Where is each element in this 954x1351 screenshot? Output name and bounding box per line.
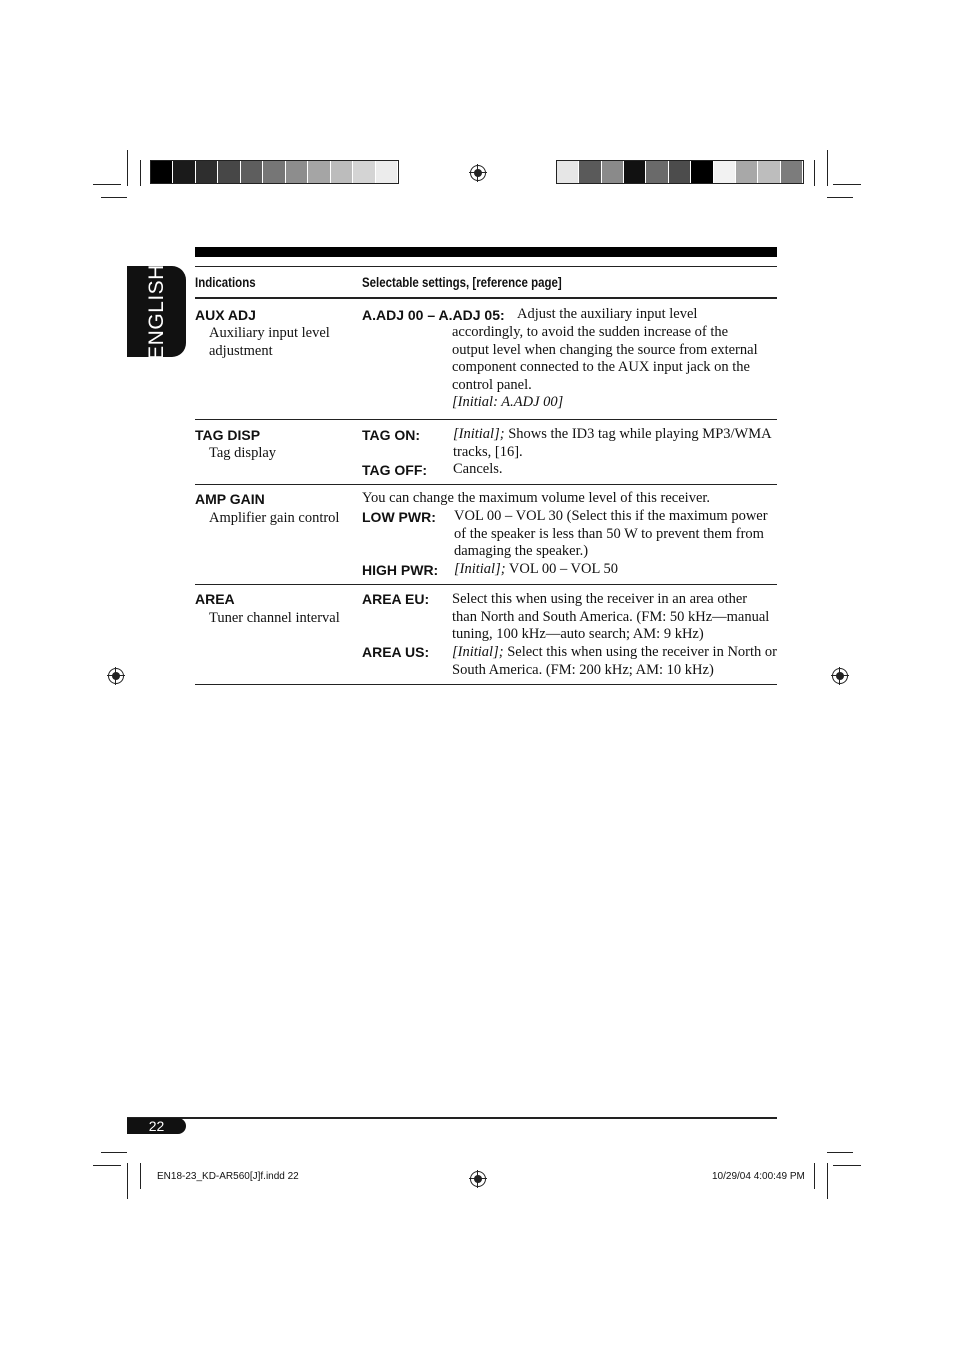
- indication-name: AMP GAIN: [195, 491, 265, 507]
- color-swatch: [308, 161, 330, 183]
- table-rule: [195, 266, 777, 267]
- color-swatch: [218, 161, 240, 183]
- table-bottom-rule: [195, 684, 777, 685]
- color-swatch: [286, 161, 308, 183]
- color-swatch: [781, 161, 803, 183]
- color-swatch: [241, 161, 263, 183]
- color-swatch: [151, 161, 173, 183]
- language-tab-label: ENGLISH: [144, 263, 168, 360]
- indication-description: Tuner channel interval: [209, 610, 340, 626]
- header-rule: [195, 297, 777, 299]
- setting-text: [Initial]; VOL 00 – VOL 50: [454, 561, 618, 577]
- crop-mark: [827, 197, 853, 198]
- color-swatch: [736, 161, 758, 183]
- indication-name: AUX ADJ: [195, 307, 256, 323]
- row-divider: [195, 584, 777, 585]
- crop-mark: [833, 184, 861, 185]
- setting-text: [Initial]; Shows the ID3 tag while playing MP3/WMA tracks, [16].: [453, 426, 772, 460]
- crop-mark: [140, 1163, 141, 1189]
- setting-label: LOW PWR:: [362, 509, 436, 525]
- color-swatch: [173, 161, 195, 183]
- setting-label: TAG ON:: [362, 427, 421, 443]
- setting-label: AREA EU:: [362, 591, 430, 607]
- color-swatch: [669, 161, 691, 183]
- color-swatch: [714, 161, 736, 183]
- indication-name: AREA: [195, 591, 235, 607]
- color-swatch: [579, 161, 601, 183]
- footer-filename: EN18-23_KD-AR560[J]f.indd 22: [157, 1171, 299, 1182]
- crop-mark: [101, 197, 127, 198]
- color-bar-right: [556, 160, 804, 184]
- registration-mark-icon: [832, 668, 848, 684]
- indication-name: TAG DISP: [195, 427, 261, 443]
- color-bar-left: [150, 160, 399, 184]
- crop-mark: [127, 1163, 128, 1199]
- setting-text: VOL 00 – VOL 30 (Select this if the maximum power of the speaker is less than 50 W to prevent them from damaging the speaker.): [454, 508, 768, 560]
- color-swatch: [758, 161, 780, 183]
- table-top-rule: [195, 247, 777, 257]
- setting-label: AREA US:: [362, 644, 430, 660]
- column-header-settings: Selectable settings, [reference page]: [362, 274, 562, 290]
- column-header-indications: Indications: [195, 274, 256, 290]
- setting-text: Cancels.: [453, 461, 503, 477]
- color-swatch: [624, 161, 646, 183]
- crop-mark: [827, 1152, 853, 1153]
- color-swatch: [602, 161, 624, 183]
- crop-mark: [827, 1163, 828, 1199]
- setting-text: accordingly, to avoid the sudden increase of the output level when changing the source from external component connected to the AUX input jack on the control panel. [Initial: A.ADJ 00]: [452, 324, 758, 411]
- indication-description: Tag display: [209, 445, 277, 461]
- crop-mark: [101, 1152, 127, 1153]
- setting-label: A.ADJ 00 – A.ADJ 05:: [362, 307, 505, 323]
- registration-mark-icon: [470, 1171, 486, 1187]
- page-number: 22: [127, 1118, 186, 1134]
- crop-mark: [827, 150, 828, 186]
- row-divider: [195, 484, 777, 485]
- footer-timestamp: 10/29/04 4:00:49 PM: [712, 1171, 805, 1182]
- setting-text: Select this when using the receiver in an area other than North and South America. (FM: 50 kHz—manual tuning, 100 kHz—auto search; AM: 9 kHz): [452, 591, 770, 643]
- color-swatch: [331, 161, 353, 183]
- registration-mark-icon: [108, 668, 124, 684]
- crop-mark: [93, 1165, 121, 1166]
- setting-label: TAG OFF:: [362, 462, 428, 478]
- crop-mark: [127, 150, 128, 186]
- color-swatch: [353, 161, 375, 183]
- color-swatch: [376, 161, 398, 183]
- footer-rule: [127, 1117, 777, 1119]
- crop-mark: [833, 1165, 861, 1166]
- color-swatch: [557, 161, 579, 183]
- color-swatch: [263, 161, 285, 183]
- color-swatch: [691, 161, 713, 183]
- crop-mark: [93, 184, 121, 185]
- crop-mark: [140, 160, 141, 186]
- setting-label: HIGH PWR:: [362, 562, 439, 578]
- color-swatch: [196, 161, 218, 183]
- setting-text: Adjust the auxiliary input level: [517, 306, 698, 322]
- color-swatch: [646, 161, 668, 183]
- registration-mark-icon: [470, 165, 486, 181]
- language-tab: [127, 263, 186, 360]
- crop-mark: [814, 160, 815, 186]
- indication-description: Auxiliary input level adjustment: [209, 325, 330, 359]
- setting-text: [Initial]; Select this when using the receiver in North or South America. (FM: 200 kHz; AM: 10 kHz): [452, 644, 777, 678]
- crop-mark: [814, 1163, 815, 1189]
- setting-intro: You can change the maximum volume level of this receiver.: [362, 490, 711, 506]
- row-divider: [195, 419, 777, 420]
- indication-description: Amplifier gain control: [209, 510, 340, 526]
